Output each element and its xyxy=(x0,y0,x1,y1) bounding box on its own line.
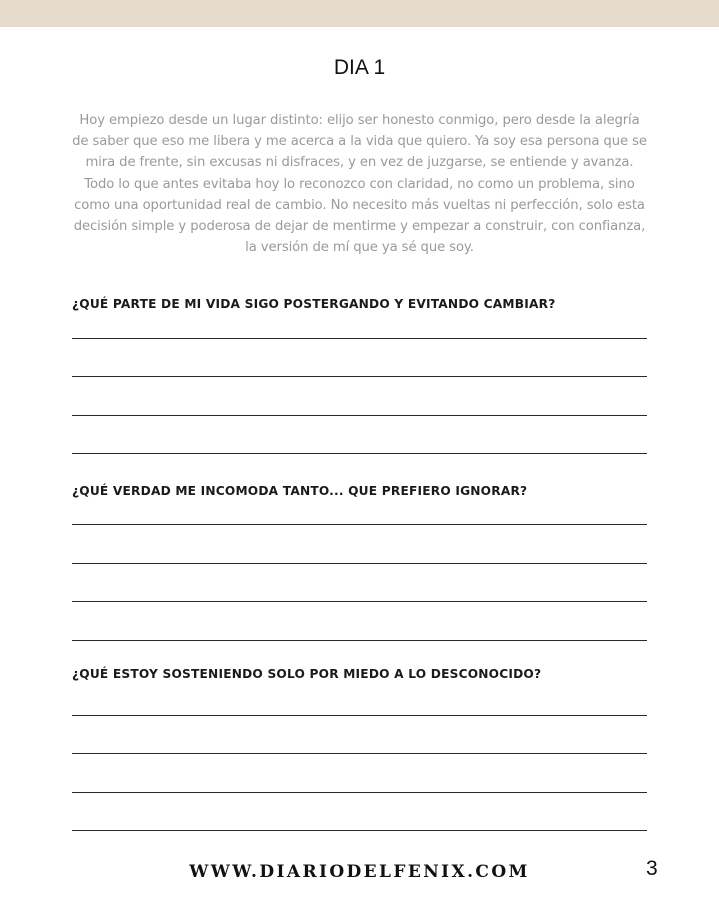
header-band xyxy=(0,0,719,27)
intro-paragraph: Hoy empiezo desde un lugar distinto: elijo ser honesto conmigo, pero desde la alegría de saber que eso me libera y me acerca a la vida que quiero. Ya soy esa persona que se mira de frente, sin excusas ni disfraces, y en vez de juzgarse, se entiende y avanza. Todo lo que antes evitaba hoy lo reconozco con claridad, no como un problema, sino como una oportunidad real de cambio. No necesito más vueltas ni perfección, solo esta decisión simple y poderosa de dejar de mentirme y empezar a construir, con confianza, la versión de mí que ya sé que soy. xyxy=(72,113,647,256)
answer-line[interactable] xyxy=(72,524,647,525)
footer-website: WWW.DIARIODELFENIX.COM xyxy=(189,862,530,882)
answer-line[interactable] xyxy=(72,715,647,716)
answer-line[interactable] xyxy=(72,376,647,377)
answer-line[interactable] xyxy=(72,601,647,602)
question-2: ¿QUÉ VERDAD ME INCOMODA TANTO... QUE PREFIERO IGNORAR? xyxy=(72,484,528,498)
answer-line[interactable] xyxy=(72,338,647,339)
question-1: ¿QUÉ PARTE DE MI VIDA SIGO POSTERGANDO Y EVITANDO CAMBIAR? xyxy=(72,297,556,311)
answer-line[interactable] xyxy=(72,415,647,416)
answer-line[interactable] xyxy=(72,753,647,754)
answer-line[interactable] xyxy=(72,830,647,831)
answer-line[interactable] xyxy=(72,563,647,564)
answer-line[interactable] xyxy=(72,640,647,641)
answer-line[interactable] xyxy=(72,453,647,454)
page-title: DIA 1 xyxy=(333,56,386,79)
question-3: ¿QUÉ ESTOY SOSTENIENDO SOLO POR MIEDO A LO DESCONOCIDO? xyxy=(72,667,542,681)
page-number: 3 xyxy=(646,857,658,880)
answer-line[interactable] xyxy=(72,792,647,793)
